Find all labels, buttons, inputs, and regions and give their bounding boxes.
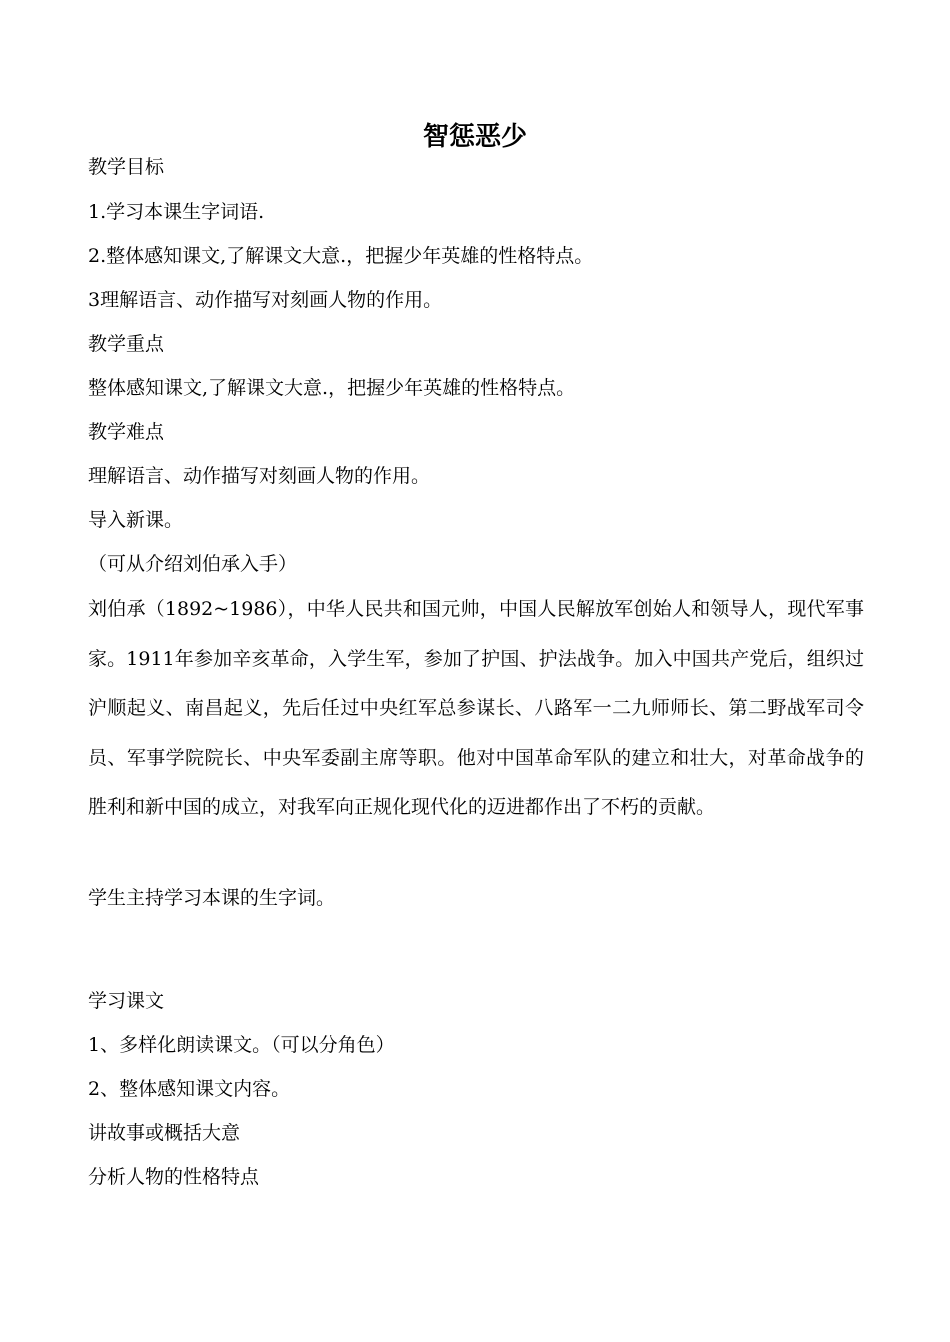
liu-bocheng-paragraph: 刘伯承（1892~1986），中华人民共和国元帅，中国人民解放军创始人和领导人，现代军事家。1911年参加辛亥革命，入学生军，参加了护国、护法战争。加入中国共产党后，组织过沪顺起义、南昌起义，先后任过中央红军总参谋长、八路军一二九师师长、第二野战军司令员、军事学院院长、中央军委副主席等职。他对中国革命军队的建立和壮大，对革命战争的胜利和新中国的成立，对我军向正规化现代化的迈进都作出了不朽的贡献。 bbox=[88, 598, 864, 818]
key-points-text: 整体感知课文,了解课文大意.，把握少年英雄的性格特点。 bbox=[88, 377, 576, 399]
student-vocabulary-line: 学生主持学习本课的生字词。 bbox=[88, 887, 336, 909]
heading-teaching-goals: 教学目标 bbox=[88, 156, 165, 178]
study-sub-item-character: 分析人物的性格特点 bbox=[88, 1166, 260, 1188]
study-sub-item-story: 讲故事或概括大意 bbox=[88, 1122, 241, 1144]
heading-introduction: 导入新课。 bbox=[88, 509, 184, 531]
study-item-2: 2、整体感知课文内容。 bbox=[88, 1078, 291, 1100]
goal-item-2: 2.整体感知课文,了解课文大意.，把握少年英雄的性格特点。 bbox=[88, 245, 594, 267]
heading-key-points: 教学重点 bbox=[88, 333, 165, 355]
goal-item-3: 3理解语言、动作描写对刻画人物的作用。 bbox=[88, 289, 443, 311]
heading-difficulties: 教学难点 bbox=[88, 421, 165, 443]
goal-item-1: 1.学习本课生字词语. bbox=[88, 201, 265, 223]
introduction-note: （可从介绍刘伯承入手） bbox=[88, 553, 298, 575]
difficulties-text: 理解语言、动作描写对刻画人物的作用。 bbox=[88, 465, 431, 487]
document-title: 智惩恶少 bbox=[422, 122, 527, 152]
study-item-1: 1、多样化朗读课文。（可以分角色） bbox=[88, 1034, 395, 1056]
heading-study-text: 学习课文 bbox=[88, 990, 165, 1012]
